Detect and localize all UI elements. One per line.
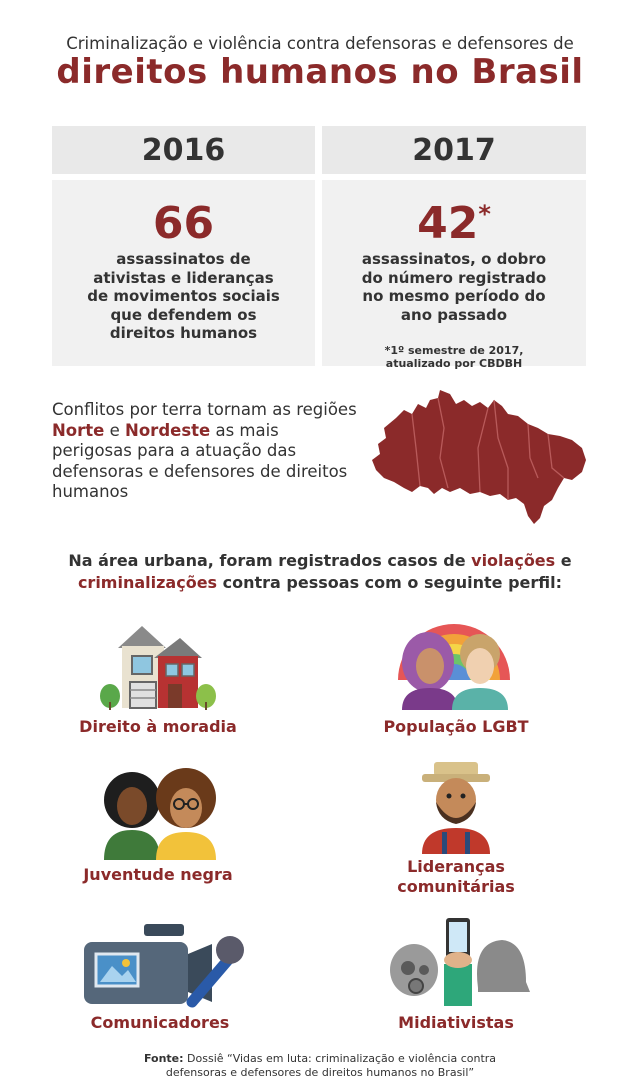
urban-line-2 [40,572,600,594]
stat-box-2016 [52,180,315,366]
caption-moradia: Direito à moradia [79,717,237,736]
conflict-text [52,400,362,503]
year-header-2017: 2017 [322,126,586,174]
north-northeast-map-icon [368,388,590,528]
black-youth-icon [100,764,222,860]
urban-intro-text [40,550,600,594]
text-segment: e [555,551,572,570]
stat-text-line: direitos humanos [109,324,258,342]
stat-text-line: de movimentos sociais [87,287,280,305]
stat-text-2017 [322,250,586,324]
caption-lgbt: População LGBT [383,717,529,736]
source-label: Fonte: [143,1052,184,1065]
year-header-2016: 2016 [52,126,315,174]
highlight-norte: Norte [52,420,105,440]
stat-text-line: ativistas e lideranças [93,268,274,287]
stat-number-2016: 66 [152,198,215,249]
source-line-2: defensoras e defensores de direitos humanos no Brasil” [165,1066,475,1079]
highlight-nordeste: Nordeste [125,420,211,440]
stat-text-line: que defendem os [110,305,257,324]
caption-comunicadores: Comunicadores [90,1013,230,1032]
page-title: direitos humanos no Brasil [56,52,584,92]
footnote-mark: * [478,200,491,228]
footnote-line: atualizado por CBDBH [385,357,523,370]
community-leader-icon [418,758,494,854]
stat-box-2017 [322,180,586,370]
caption-line: comunitárias [397,877,515,896]
text-segment: Dossiê “Vidas em luta: criminalização e violência contra [183,1052,497,1065]
footnote-line: *1º semestre de 2017, [384,344,524,357]
stat-text-line: ano passado [400,305,508,324]
stat-text-2016 [52,250,315,343]
urban-line-1 [40,550,600,572]
text-segment: Na área urbana, foram registrados casos de [68,551,472,570]
highlight-violacoes: violações [471,551,556,570]
source-note [0,1052,640,1080]
caption-liderancas [336,857,576,897]
text-segment: contra pessoas com o seguinte perfil: [217,573,563,592]
caption-juventude: Juventude negra [83,865,233,884]
lgbt-people-icon [388,610,520,710]
stat-text-line: do número registrado [361,268,547,287]
caption-midiativistas: Midiativistas [398,1013,514,1032]
camera-microphone-icon [80,920,246,1010]
stat-number-value: 42 [417,198,479,249]
text-segment: Conflitos por terra tornam as regiões [52,400,357,419]
stat-text-line: no mesmo período do [362,287,546,305]
footnote [322,344,586,370]
mediactivist-icon [386,912,530,1008]
stat-text-line: assassinatos, o dobro [361,250,547,268]
highlight-criminalizacoes: criminalizações [77,573,218,592]
stat-number-2017 [322,198,586,249]
stat-text-line: assassinatos de [116,250,251,268]
text-segment: e [104,420,126,440]
subtitle: Criminalização e violência contra defensoras e defensores de [66,34,574,53]
source-line-1 [0,1052,640,1066]
house-icon [98,622,220,712]
caption-line: Lideranças [407,857,505,876]
text-segment: as mais perigosas para a atuação das defensoras e defensores de direitos humanos [52,420,348,501]
